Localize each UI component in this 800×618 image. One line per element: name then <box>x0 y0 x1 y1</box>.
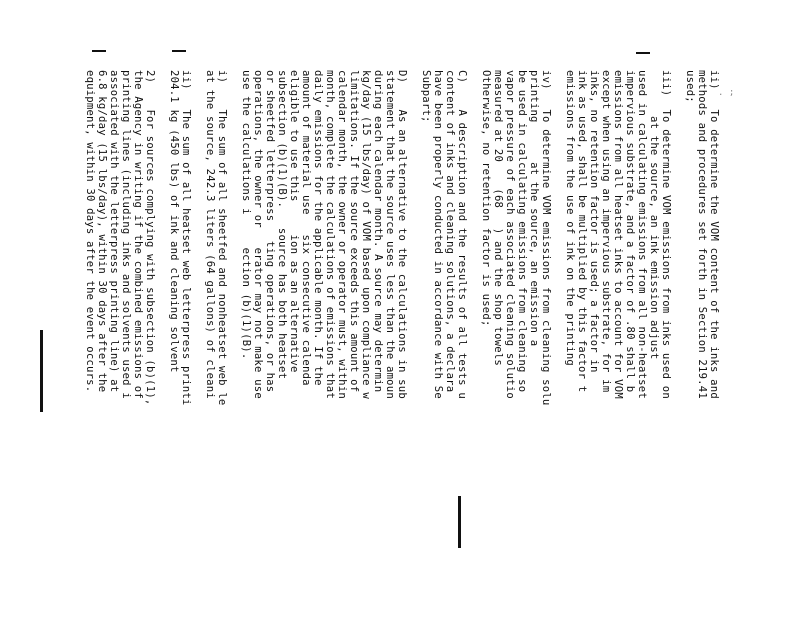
text-line: statement that the source uses less than the amoun <box>384 70 396 399</box>
text-line: impervious substrate, and a factor of .80 shall b <box>624 70 636 393</box>
text-line: ink as used, shall be multiplied by this factor t <box>576 70 588 393</box>
text-line: i) The sum of all sheetfed and nonheatset web le <box>216 70 228 406</box>
text-line: subsection (b)(1)(B). source has both heatset <box>276 70 288 380</box>
text-line: eligible to use this ion as an alternative <box>288 70 300 373</box>
text-line: month, complete the calculations of emissions that <box>324 70 336 399</box>
text-line: inks, no retention factor is used; a factor in <box>588 70 600 373</box>
text-line: content of inks and cleaning solutions, a declara <box>444 70 456 393</box>
scan-bar-left <box>40 330 43 412</box>
text-line: equipment, within 30 days after the event occurs. <box>84 70 96 393</box>
rotated-text-body <box>80 70 720 610</box>
text-line: iii) To determine VOM emissions from inks used on <box>660 70 672 399</box>
text-line: during each calendar month. A source may determin <box>372 70 384 393</box>
text-line: calendar month, the owner or operator must, within <box>336 70 348 399</box>
scan-mark-top-left <box>92 50 106 52</box>
text-line: iv) To determine VOM emissions from cleaning solu <box>540 70 552 406</box>
text-line: kg/day (15 lbs/day) of VOM based upon compliance w <box>360 70 372 399</box>
text-line: the Agency in writing if the combined emissions of <box>132 70 144 399</box>
text-line: associated with the letterpress printing line) at <box>108 70 120 393</box>
text-line: ii) The sum of all heatset web letterpress printi <box>180 70 192 406</box>
text-line: operations, the owner or erator may not make use <box>252 70 264 399</box>
text-line: emissions from all heatset inks to account for VOM <box>612 70 624 399</box>
scan-mark-top-center <box>172 50 186 52</box>
text-line: used in calculating emissions from all non-heatset <box>636 70 648 399</box>
text-line: daily emissions for the applicable month. If the <box>312 70 324 386</box>
text-line: methods and procedures set forth in Section 219.41 <box>696 70 708 399</box>
text-line: use the calculations i ection (b)(1)(B). <box>240 70 252 360</box>
text-line: 204.1 kg (450 lbs) of ink and cleaning solvent <box>168 70 180 373</box>
text-line: have been properly conducted in accordance with Se <box>432 70 444 399</box>
text-line: ii) To determine the VOM content of the inks and <box>708 70 720 399</box>
text-line: vapor pressure of each associated cleaning solutio <box>504 70 516 399</box>
text-line: printing lines (including inks and solvents used i <box>120 70 132 399</box>
text-line: printing at the source, an emission a <box>528 70 540 347</box>
text-line: measured at 20 (68 ) and the shop towels <box>492 70 504 367</box>
text-line: at the source, 242.3 liters (64 gallons) of cleani <box>204 70 216 399</box>
text-line: at the source, an ink emission adjust <box>648 70 660 360</box>
text-line: be used in calculating emissions from cleaning so <box>516 70 528 393</box>
text-line: used; <box>684 70 696 103</box>
text-line: except when using an impervious substrate, for im <box>600 70 612 393</box>
text-line: emissions from the use of ink on the printing <box>564 70 576 367</box>
scan-speck: . ; <box>718 88 735 98</box>
text-line: limitations. If the source exceeds this amount of <box>348 70 360 393</box>
scan-mark-top-right <box>636 52 650 54</box>
text-line: D) As an alternative to the calculations in sub <box>396 70 408 399</box>
text-line: Subpart; <box>420 70 432 123</box>
text-line: 6.8 kg/day (15 lbs/day), within 30 days after the <box>96 70 108 393</box>
text-line: C) A description and the results of all tests u <box>456 70 468 399</box>
text-line: or sheetfed letterpress ting operations, or has <box>264 70 276 393</box>
text-line: Otherwise, no retention factor is used; <box>480 70 492 327</box>
text-line: amount of material use six consecutive calenda <box>300 70 312 386</box>
text-line: 2) For sources complying with subsection (b)(1), <box>144 70 156 406</box>
